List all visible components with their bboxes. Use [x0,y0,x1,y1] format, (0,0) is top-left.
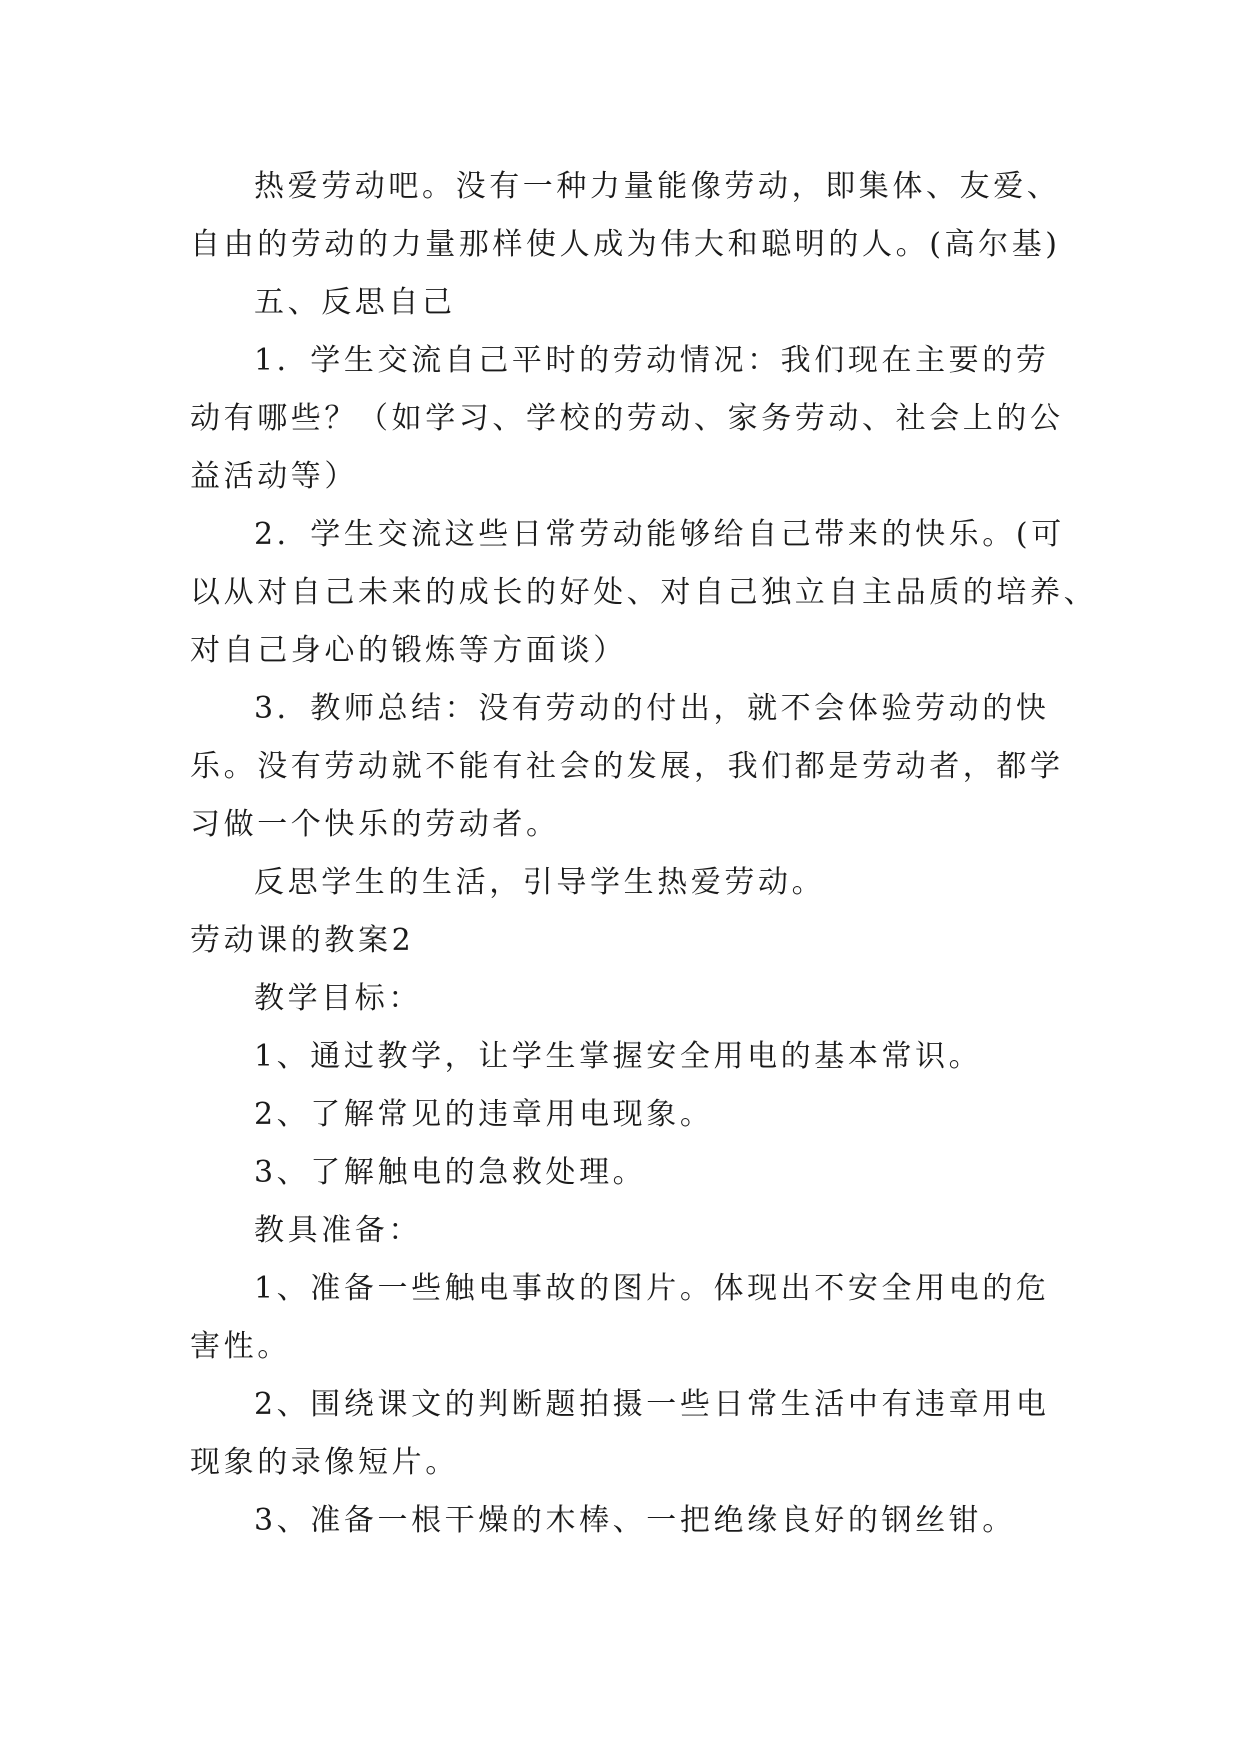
paragraph-line: 动有哪些？（如学习、学校的劳动、家务劳动、社会上的公 [190,401,1064,436]
list-item: 3、准备一根干燥的木棒、一把绝缘良好的钢丝钳。 [254,1503,1016,1538]
list-item: 1、准备一些触电事故的图片。体现出不安全用电的危 [254,1271,1050,1306]
paragraph-line: 2．学生交流这些日常劳动能够给自己带来的快乐。(可 [254,517,1065,552]
paragraph-line: 1．学生交流自己平时的劳动情况：我们现在主要的劳 [254,343,1050,378]
list-item: 2、了解常见的违章用电现象。 [254,1097,714,1132]
paragraph-line: 3．教师总结：没有劳动的付出，就不会体验劳动的快 [254,691,1050,726]
list-item-continuation: 现象的录像短片。 [190,1445,459,1480]
list-item: 2、围绕课文的判断题拍摄一些日常生活中有违章用电 [254,1387,1050,1422]
document-title: 劳动课的教案2 [190,923,415,958]
paragraph-line: 以从对自己未来的成长的好处、对自己独立自主品质的培养、 [190,575,1098,610]
list-item: 3、了解触电的急救处理。 [254,1155,647,1190]
section-heading: 五、反思自己 [254,285,456,320]
paragraph-line: 乐。没有劳动就不能有社会的发展，我们都是劳动者，都学 [190,749,1064,784]
section-heading: 教具准备： [254,1213,422,1248]
paragraph-line: 习做一个快乐的劳动者。 [190,807,560,842]
list-item: 1、通过教学，让学生掌握安全用电的基本常识。 [254,1039,983,1074]
section-heading: 教学目标： [254,981,422,1016]
document-body [190,158,1098,1550]
paragraph-line: 对自己身心的锻炼等方面谈） [190,633,627,668]
paragraph-line: 益活动等） [190,459,358,494]
paragraph-line: 自由的劳动的力量那样使人成为伟大和聪明的人。(高尔基) [190,227,1061,262]
list-item-continuation: 害性。 [190,1329,291,1364]
paragraph-line: 热爱劳动吧。没有一种力量能像劳动，即集体、友爱、 [254,169,1061,204]
paragraph-line: 反思学生的生活，引导学生热爱劳动。 [254,865,826,900]
